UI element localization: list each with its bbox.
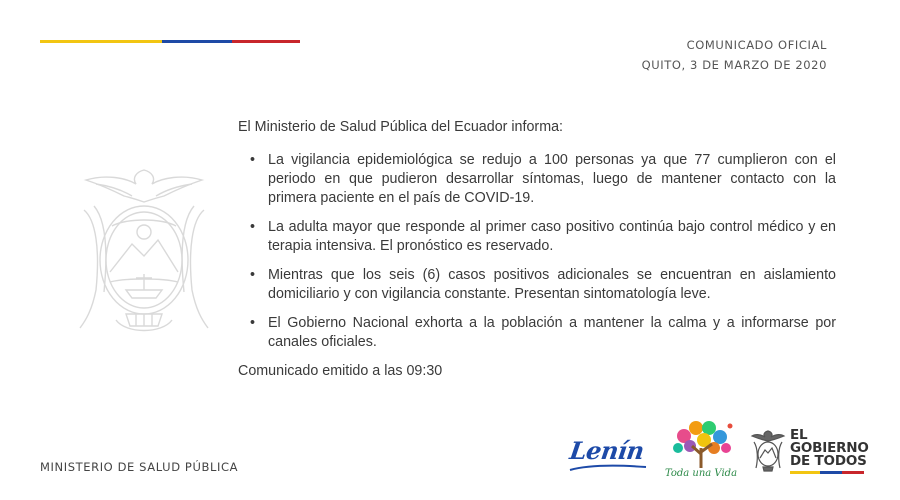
bullet-list — [238, 151, 836, 352]
lenin-logo — [568, 430, 648, 475]
gobierno-logo-line: EL — [790, 427, 808, 443]
list-item: • El Gobierno Nacional exhorta a la población a mantener la calma y a informarse por canales oficiales. — [238, 314, 836, 352]
gobierno-logo-line: DE TODOS — [790, 453, 867, 469]
toda-una-vida-logo — [664, 420, 738, 486]
list-item: • La adulta mayor que responde al primer caso positivo continúa bajo control médico y en terapia intensiva. El pronóstico es reservado. — [238, 218, 836, 256]
document-header — [642, 35, 827, 75]
tree-of-life-icon — [664, 420, 738, 470]
flag-stripe-red — [232, 40, 300, 43]
gobierno-de-todos-logo — [750, 428, 870, 476]
lenin-underline-icon — [568, 464, 648, 472]
coat-of-arms-icon — [750, 428, 786, 472]
gobierno-bar-yellow — [790, 471, 820, 474]
ecuador-coat-of-arms-icon — [66, 160, 221, 340]
gobierno-logo-text — [790, 429, 869, 468]
flag-stripe-blue — [162, 40, 232, 43]
gobierno-bar-red — [842, 471, 864, 474]
document-date: QUITO, 3 DE MARZO DE 2020 — [641, 58, 827, 72]
tree-logo-tagline: Toda una Vida — [664, 468, 738, 479]
gobierno-flag-bar — [790, 471, 864, 474]
flag-stripe-yellow — [40, 40, 162, 43]
flag-stripe — [40, 40, 300, 43]
ministry-name: MINISTERIO DE SALUD PÚBLICA — [40, 460, 239, 474]
lenin-logo-text: Lenín — [567, 436, 646, 465]
intro-text: El Ministerio de Salud Pública del Ecuador informa: — [238, 119, 564, 135]
closing-text: Comunicado emitido a las 09:30 — [238, 363, 443, 379]
list-item: • La vigilancia epidemiológica se redujo a 100 personas ya que 77 cumplieron con el periodo en que pudieron desarrollar síntomas, luego de mantener contacto con la primera paciente en el país de COVID-19. — [238, 151, 836, 208]
communique-body — [238, 118, 836, 395]
document-type: COMUNICADO OFICIAL — [686, 38, 827, 52]
list-item: • Mientras que los seis (6) casos positivos adicionales se encuentran en aislamiento domiciliario y con vigilancia constante. Presentan sintomatología leve. — [238, 266, 836, 304]
gobierno-bar-blue — [820, 471, 842, 474]
gobierno-logo-line: GOBIERNO — [790, 440, 869, 456]
